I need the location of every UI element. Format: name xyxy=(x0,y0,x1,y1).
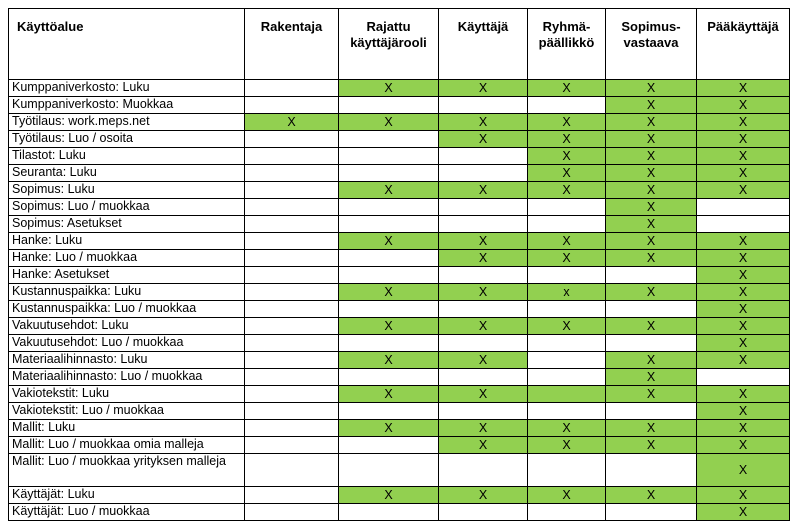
role-header-label-line: päällikkö xyxy=(538,35,595,50)
permission-cell xyxy=(697,216,790,233)
permission-cell: X xyxy=(697,504,790,521)
permission-cell xyxy=(245,386,339,403)
permission-cell: X xyxy=(528,131,606,148)
permission-cell: X xyxy=(339,80,439,97)
permission-cell: X xyxy=(697,352,790,369)
permission-cell: X xyxy=(697,420,790,437)
area-cell: Sopimus: Asetukset xyxy=(9,216,245,233)
permission-cell: X xyxy=(697,182,790,199)
permission-cell xyxy=(528,504,606,521)
area-cell: Kumppaniverkosto: Muokkaa xyxy=(9,97,245,114)
role-header-label-line: Rakentaja xyxy=(260,19,323,34)
table-row xyxy=(9,114,790,131)
permission-cell xyxy=(245,487,339,504)
table-row xyxy=(9,199,790,216)
permission-cell xyxy=(439,403,528,420)
table-row xyxy=(9,437,790,454)
permission-cell: X xyxy=(606,131,697,148)
permission-cell: X xyxy=(606,318,697,335)
table-row xyxy=(9,182,790,199)
permission-cell: X xyxy=(697,131,790,148)
permission-cell xyxy=(339,437,439,454)
permission-cell xyxy=(245,454,339,487)
area-cell: Mallit: Luo / muokkaa omia malleja xyxy=(9,437,245,454)
permission-cell xyxy=(528,97,606,114)
permission-cell: X xyxy=(439,352,528,369)
permission-cell xyxy=(245,165,339,182)
permission-cell: X xyxy=(606,250,697,267)
permission-cell: X xyxy=(339,284,439,301)
permissions-table xyxy=(8,8,790,521)
permission-cell xyxy=(528,335,606,352)
permission-cell xyxy=(528,199,606,216)
permission-cell: X xyxy=(528,148,606,165)
permission-cell xyxy=(245,403,339,420)
permission-cell: X xyxy=(606,148,697,165)
role-header-kayttaja xyxy=(439,9,528,80)
permission-cell: X xyxy=(697,114,790,131)
permission-cell: X xyxy=(697,454,790,487)
permission-cell xyxy=(339,335,439,352)
table-row xyxy=(9,284,790,301)
permission-cell: X xyxy=(697,148,790,165)
permission-cell: X xyxy=(697,80,790,97)
permission-cell: X xyxy=(339,114,439,131)
permission-cell: X xyxy=(697,386,790,403)
area-cell: Tilastot: Luku xyxy=(9,148,245,165)
permission-cell xyxy=(245,97,339,114)
permission-cell: X xyxy=(339,420,439,437)
permission-cell: X xyxy=(528,165,606,182)
permission-cell xyxy=(245,216,339,233)
permission-cell: X xyxy=(697,487,790,504)
area-cell: Sopimus: Luo / muokkaa xyxy=(9,199,245,216)
area-cell: Hanke: Luo / muokkaa xyxy=(9,250,245,267)
permission-cell xyxy=(245,131,339,148)
permission-cell xyxy=(339,301,439,318)
permission-cell xyxy=(528,301,606,318)
permission-cell: X xyxy=(606,233,697,250)
role-header-paakayttaja xyxy=(697,9,790,80)
area-cell: Käyttäjät: Luku xyxy=(9,487,245,504)
permission-cell xyxy=(528,352,606,369)
table-row xyxy=(9,233,790,250)
permission-cell xyxy=(439,165,528,182)
permission-cell: X xyxy=(697,250,790,267)
role-header-label-line: Rajattu xyxy=(366,19,411,34)
area-cell: Mallit: Luku xyxy=(9,420,245,437)
table-row xyxy=(9,301,790,318)
permission-cell xyxy=(339,403,439,420)
permission-cell: X xyxy=(528,487,606,504)
permission-cell: X xyxy=(339,352,439,369)
permissions-table-wrapper xyxy=(8,8,790,521)
permission-cell xyxy=(245,267,339,284)
permission-cell xyxy=(245,148,339,165)
permission-cell xyxy=(339,199,439,216)
permission-cell xyxy=(528,369,606,386)
role-header-ryhmapaallikko xyxy=(528,9,606,80)
permission-cell xyxy=(245,182,339,199)
permission-cell xyxy=(606,267,697,284)
permission-cell: X xyxy=(528,114,606,131)
table-row xyxy=(9,504,790,521)
table-row xyxy=(9,420,790,437)
area-cell: Seuranta: Luku xyxy=(9,165,245,182)
role-header-label-line: Ryhmä- xyxy=(542,19,591,34)
permission-cell xyxy=(245,250,339,267)
permission-cell xyxy=(245,301,339,318)
permission-cell xyxy=(697,199,790,216)
permission-cell: X xyxy=(245,114,339,131)
permissions-table-body xyxy=(9,80,790,521)
permission-cell: X xyxy=(528,182,606,199)
permission-cell: X xyxy=(606,80,697,97)
permission-cell: X xyxy=(697,233,790,250)
area-cell: Vakiotekstit: Luku xyxy=(9,386,245,403)
permission-cell xyxy=(245,335,339,352)
area-cell: Kustannuspaikka: Luku xyxy=(9,284,245,301)
permission-cell: X xyxy=(439,386,528,403)
permission-cell xyxy=(339,267,439,284)
permission-cell: X xyxy=(339,487,439,504)
permission-cell: X xyxy=(606,97,697,114)
area-cell: Vakuutusehdot: Luku xyxy=(9,318,245,335)
permission-cell: X xyxy=(606,199,697,216)
permission-cell: X xyxy=(697,284,790,301)
permission-cell: X xyxy=(339,318,439,335)
permission-cell: X xyxy=(439,80,528,97)
area-cell: Käyttäjät: Luo / muokkaa xyxy=(9,504,245,521)
permission-cell: X xyxy=(606,165,697,182)
permission-cell xyxy=(245,233,339,250)
area-cell: Sopimus: Luku xyxy=(9,182,245,199)
permission-cell: X xyxy=(439,318,528,335)
permission-cell: X xyxy=(697,267,790,284)
permission-cell xyxy=(245,420,339,437)
permission-cell: x xyxy=(528,284,606,301)
area-cell: Materiaalihinnasto: Luku xyxy=(9,352,245,369)
permission-cell xyxy=(339,216,439,233)
permission-cell xyxy=(245,199,339,216)
permission-cell: X xyxy=(606,437,697,454)
permission-cell: X xyxy=(697,318,790,335)
permission-cell xyxy=(439,199,528,216)
permission-cell: X xyxy=(439,182,528,199)
role-header-rakentaja xyxy=(245,9,339,80)
permission-cell xyxy=(245,504,339,521)
permission-cell: X xyxy=(439,233,528,250)
permission-cell: X xyxy=(697,403,790,420)
area-cell: Vakuutusehdot: Luo / muokkaa xyxy=(9,335,245,352)
permission-cell: X xyxy=(439,131,528,148)
permission-cell xyxy=(439,97,528,114)
table-row xyxy=(9,250,790,267)
role-header-rajattu-kayttajarooli xyxy=(339,9,439,80)
permission-cell: X xyxy=(339,182,439,199)
permission-cell xyxy=(245,80,339,97)
area-cell: Kumppaniverkosto: Luku xyxy=(9,80,245,97)
permission-cell xyxy=(339,131,439,148)
area-cell: Materiaalihinnasto: Luo / muokkaa xyxy=(9,369,245,386)
area-cell: Työtilaus: work.meps.net xyxy=(9,114,245,131)
table-row xyxy=(9,267,790,284)
permission-cell xyxy=(606,335,697,352)
area-cell: Vakiotekstit: Luo / muokkaa xyxy=(9,403,245,420)
permission-cell: X xyxy=(606,386,697,403)
permission-cell: X xyxy=(528,250,606,267)
permission-cell xyxy=(606,504,697,521)
permission-cell xyxy=(439,335,528,352)
permission-cell xyxy=(339,454,439,487)
permission-cell xyxy=(245,318,339,335)
permission-cell: X xyxy=(439,114,528,131)
role-header-label-line: Pääkäyttäjä xyxy=(707,19,779,34)
permission-cell: X xyxy=(606,284,697,301)
permission-cell: X xyxy=(606,487,697,504)
permission-cell: X xyxy=(528,233,606,250)
permission-cell: X xyxy=(697,165,790,182)
permission-cell xyxy=(245,352,339,369)
permission-cell: X xyxy=(606,369,697,386)
table-row xyxy=(9,165,790,182)
permission-cell xyxy=(439,369,528,386)
area-column-header: Käyttöalue xyxy=(9,9,245,80)
area-cell: Työtilaus: Luo / osoita xyxy=(9,131,245,148)
permission-cell xyxy=(528,267,606,284)
permission-cell: X xyxy=(528,437,606,454)
table-row xyxy=(9,97,790,114)
table-row xyxy=(9,335,790,352)
permission-cell xyxy=(339,97,439,114)
role-header-label-line: käyttäjärooli xyxy=(350,35,427,50)
permission-cell: X xyxy=(697,301,790,318)
permission-cell xyxy=(439,267,528,284)
permission-cell: X xyxy=(697,335,790,352)
area-cell: Mallit: Luo / muokkaa yrityksen malleja xyxy=(9,454,245,487)
permission-cell xyxy=(439,301,528,318)
permission-cell xyxy=(245,284,339,301)
role-header-label-line: Käyttäjä xyxy=(457,19,509,34)
area-cell: Hanke: Asetukset xyxy=(9,267,245,284)
permission-cell xyxy=(339,504,439,521)
permission-cell xyxy=(245,437,339,454)
role-header-label-line: vastaava xyxy=(623,35,679,50)
permission-cell: X xyxy=(697,97,790,114)
table-row xyxy=(9,386,790,403)
permission-cell xyxy=(439,216,528,233)
table-row xyxy=(9,318,790,335)
permission-cell: X xyxy=(697,437,790,454)
table-row xyxy=(9,352,790,369)
header-row xyxy=(9,9,790,80)
permission-cell: X xyxy=(439,250,528,267)
area-cell: Kustannuspaikka: Luo / muokkaa xyxy=(9,301,245,318)
permission-cell: X xyxy=(606,182,697,199)
table-row xyxy=(9,131,790,148)
table-row xyxy=(9,80,790,97)
permission-cell xyxy=(245,369,339,386)
permission-cell xyxy=(528,403,606,420)
permission-cell xyxy=(339,250,439,267)
permission-cell: X xyxy=(439,437,528,454)
permission-cell: X xyxy=(339,386,439,403)
permission-cell: X xyxy=(528,80,606,97)
permission-cell xyxy=(339,369,439,386)
permission-cell: X xyxy=(528,318,606,335)
permission-cell: X xyxy=(339,233,439,250)
table-row xyxy=(9,369,790,386)
area-cell: Hanke: Luku xyxy=(9,233,245,250)
permission-cell xyxy=(339,148,439,165)
permission-cell xyxy=(606,301,697,318)
permission-cell: X xyxy=(439,284,528,301)
permission-cell: X xyxy=(606,114,697,131)
table-row xyxy=(9,216,790,233)
table-row xyxy=(9,403,790,420)
permission-cell: X xyxy=(439,420,528,437)
permission-cell xyxy=(697,369,790,386)
permission-cell xyxy=(339,165,439,182)
table-row xyxy=(9,148,790,165)
permission-cell xyxy=(528,454,606,487)
permission-cell: X xyxy=(606,352,697,369)
permission-cell xyxy=(606,403,697,420)
permission-cell xyxy=(528,386,606,403)
role-header-label-line: Sopimus- xyxy=(621,19,681,34)
permission-cell: X xyxy=(606,420,697,437)
permission-cell xyxy=(439,454,528,487)
table-row xyxy=(9,454,790,487)
permission-cell xyxy=(439,148,528,165)
permission-cell xyxy=(606,454,697,487)
role-header-sopimusvastaava xyxy=(606,9,697,80)
permission-cell: X xyxy=(606,216,697,233)
permission-cell xyxy=(528,216,606,233)
permission-cell xyxy=(439,504,528,521)
permission-cell: X xyxy=(528,420,606,437)
table-row xyxy=(9,487,790,504)
permission-cell: X xyxy=(439,487,528,504)
